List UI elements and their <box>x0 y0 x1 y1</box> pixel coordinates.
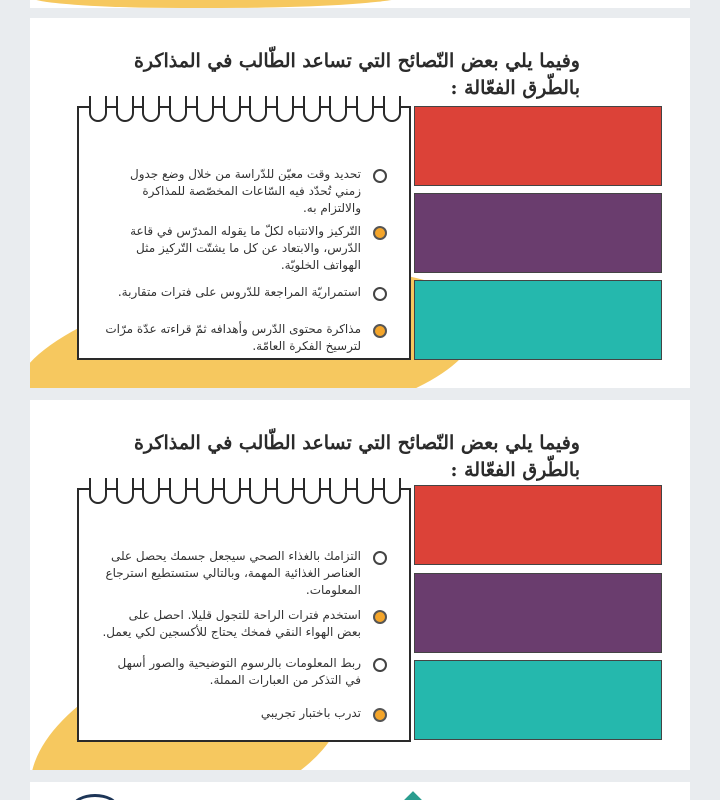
spiral-ring-icon <box>169 478 187 504</box>
spiral-ring-icon <box>383 96 401 122</box>
spiral-binding <box>89 96 401 124</box>
spiral-ring-icon <box>383 478 401 504</box>
tips-card-2 <box>30 400 690 770</box>
notebook-paper <box>77 106 411 360</box>
list-item <box>101 284 391 301</box>
orange-circle-bullet-icon <box>373 226 387 240</box>
list-item <box>101 548 391 599</box>
tips-list <box>101 166 391 355</box>
spiral-ring-icon <box>249 478 267 504</box>
spiral-ring-icon <box>303 478 321 504</box>
decorative-wave <box>30 0 410 8</box>
spiral-binding <box>89 478 401 506</box>
teal-color-block <box>414 660 662 740</box>
spiral-ring-icon <box>276 478 294 504</box>
tip-text: التّركيز والانتباه لكلّ ما يقوله المدرّس في قاعة الدّرس، والابتعاد عن كل ما يشتّت التّركيز مثل الهواتف الخلويّة. <box>130 224 361 272</box>
list-item <box>101 166 391 217</box>
notebook-paper <box>77 488 411 742</box>
hollow-circle-bullet-icon <box>373 551 387 565</box>
red-color-block <box>414 485 662 565</box>
orange-circle-bullet-icon <box>373 708 387 722</box>
spiral-ring-icon <box>196 478 214 504</box>
spiral-ring-icon <box>356 478 374 504</box>
previous-card-edge <box>30 0 690 8</box>
spiral-ring-icon <box>89 96 107 122</box>
hollow-circle-bullet-icon <box>373 658 387 672</box>
orange-circle-bullet-icon <box>373 324 387 338</box>
card-title: وفيما يلي بعض النّصائح التي تساعد الطّالب في المذاكرة بالطّرق الفعّالة : <box>133 431 580 481</box>
tip-text: مذاكرة محتوى الدّرس وأهدافه ثمّ قراءته عدّة مرّات لترسيخ الفكرة العامّة. <box>105 322 361 353</box>
tips-card-1 <box>30 18 690 388</box>
spiral-ring-icon <box>142 478 160 504</box>
spiral-ring-icon <box>169 96 187 122</box>
decorative-ring-icon <box>72 794 118 800</box>
tip-text: ربط المعلومات بالرسوم التوضيحية والصور أسهل في التذكر من العبارات المملة. <box>117 656 361 687</box>
decorative-diamond-icon <box>403 791 423 800</box>
tip-text: استمراريّة المراجعة للدّروس على فترات متقاربة. <box>117 285 361 299</box>
hollow-circle-bullet-icon <box>373 287 387 301</box>
tip-text: التزامك بالغذاء الصحي سيجعل جسمك يحصل على العناصر الغذائية المهمة، وبالتالي ستستطيع استرجاع المعلومات. <box>105 549 361 597</box>
red-color-block <box>414 106 662 186</box>
tip-text: تدرب باختبار تجريبي <box>260 706 361 720</box>
tip-text: استخدم فترات الراحة للتجول قليلا. احصل على بعض الهواء النقي فمخك يحتاج للأكسجين لكي يعمل. <box>102 608 361 639</box>
spiral-ring-icon <box>116 96 134 122</box>
teal-color-block <box>414 280 662 360</box>
spiral-ring-icon <box>329 96 347 122</box>
purple-color-block <box>414 573 662 653</box>
tips-list <box>101 548 391 722</box>
next-card-edge <box>30 782 690 800</box>
list-item <box>101 705 391 722</box>
card-title: وفيما يلي بعض النّصائح التي تساعد الطّالب في المذاكرة بالطّرق الفعّالة : <box>133 49 580 99</box>
spiral-ring-icon <box>89 478 107 504</box>
list-item <box>101 321 391 355</box>
spiral-ring-icon <box>276 96 294 122</box>
spiral-ring-icon <box>116 478 134 504</box>
spiral-ring-icon <box>303 96 321 122</box>
spiral-ring-icon <box>249 96 267 122</box>
spiral-ring-icon <box>223 96 241 122</box>
spiral-ring-icon <box>223 478 241 504</box>
hollow-circle-bullet-icon <box>373 169 387 183</box>
list-item <box>101 223 391 274</box>
tip-text: تحديد وقت معيّن للدّراسة من خلال وضع جدول زمني تُحدّد فيه السّاعات المخصّصة للمذاكرة والالتزام به. <box>129 167 361 215</box>
list-item <box>101 655 391 689</box>
spiral-ring-icon <box>196 96 214 122</box>
orange-circle-bullet-icon <box>373 610 387 624</box>
spiral-ring-icon <box>142 96 160 122</box>
spiral-ring-icon <box>329 478 347 504</box>
purple-color-block <box>414 193 662 273</box>
spiral-ring-icon <box>356 96 374 122</box>
list-item <box>101 607 391 641</box>
